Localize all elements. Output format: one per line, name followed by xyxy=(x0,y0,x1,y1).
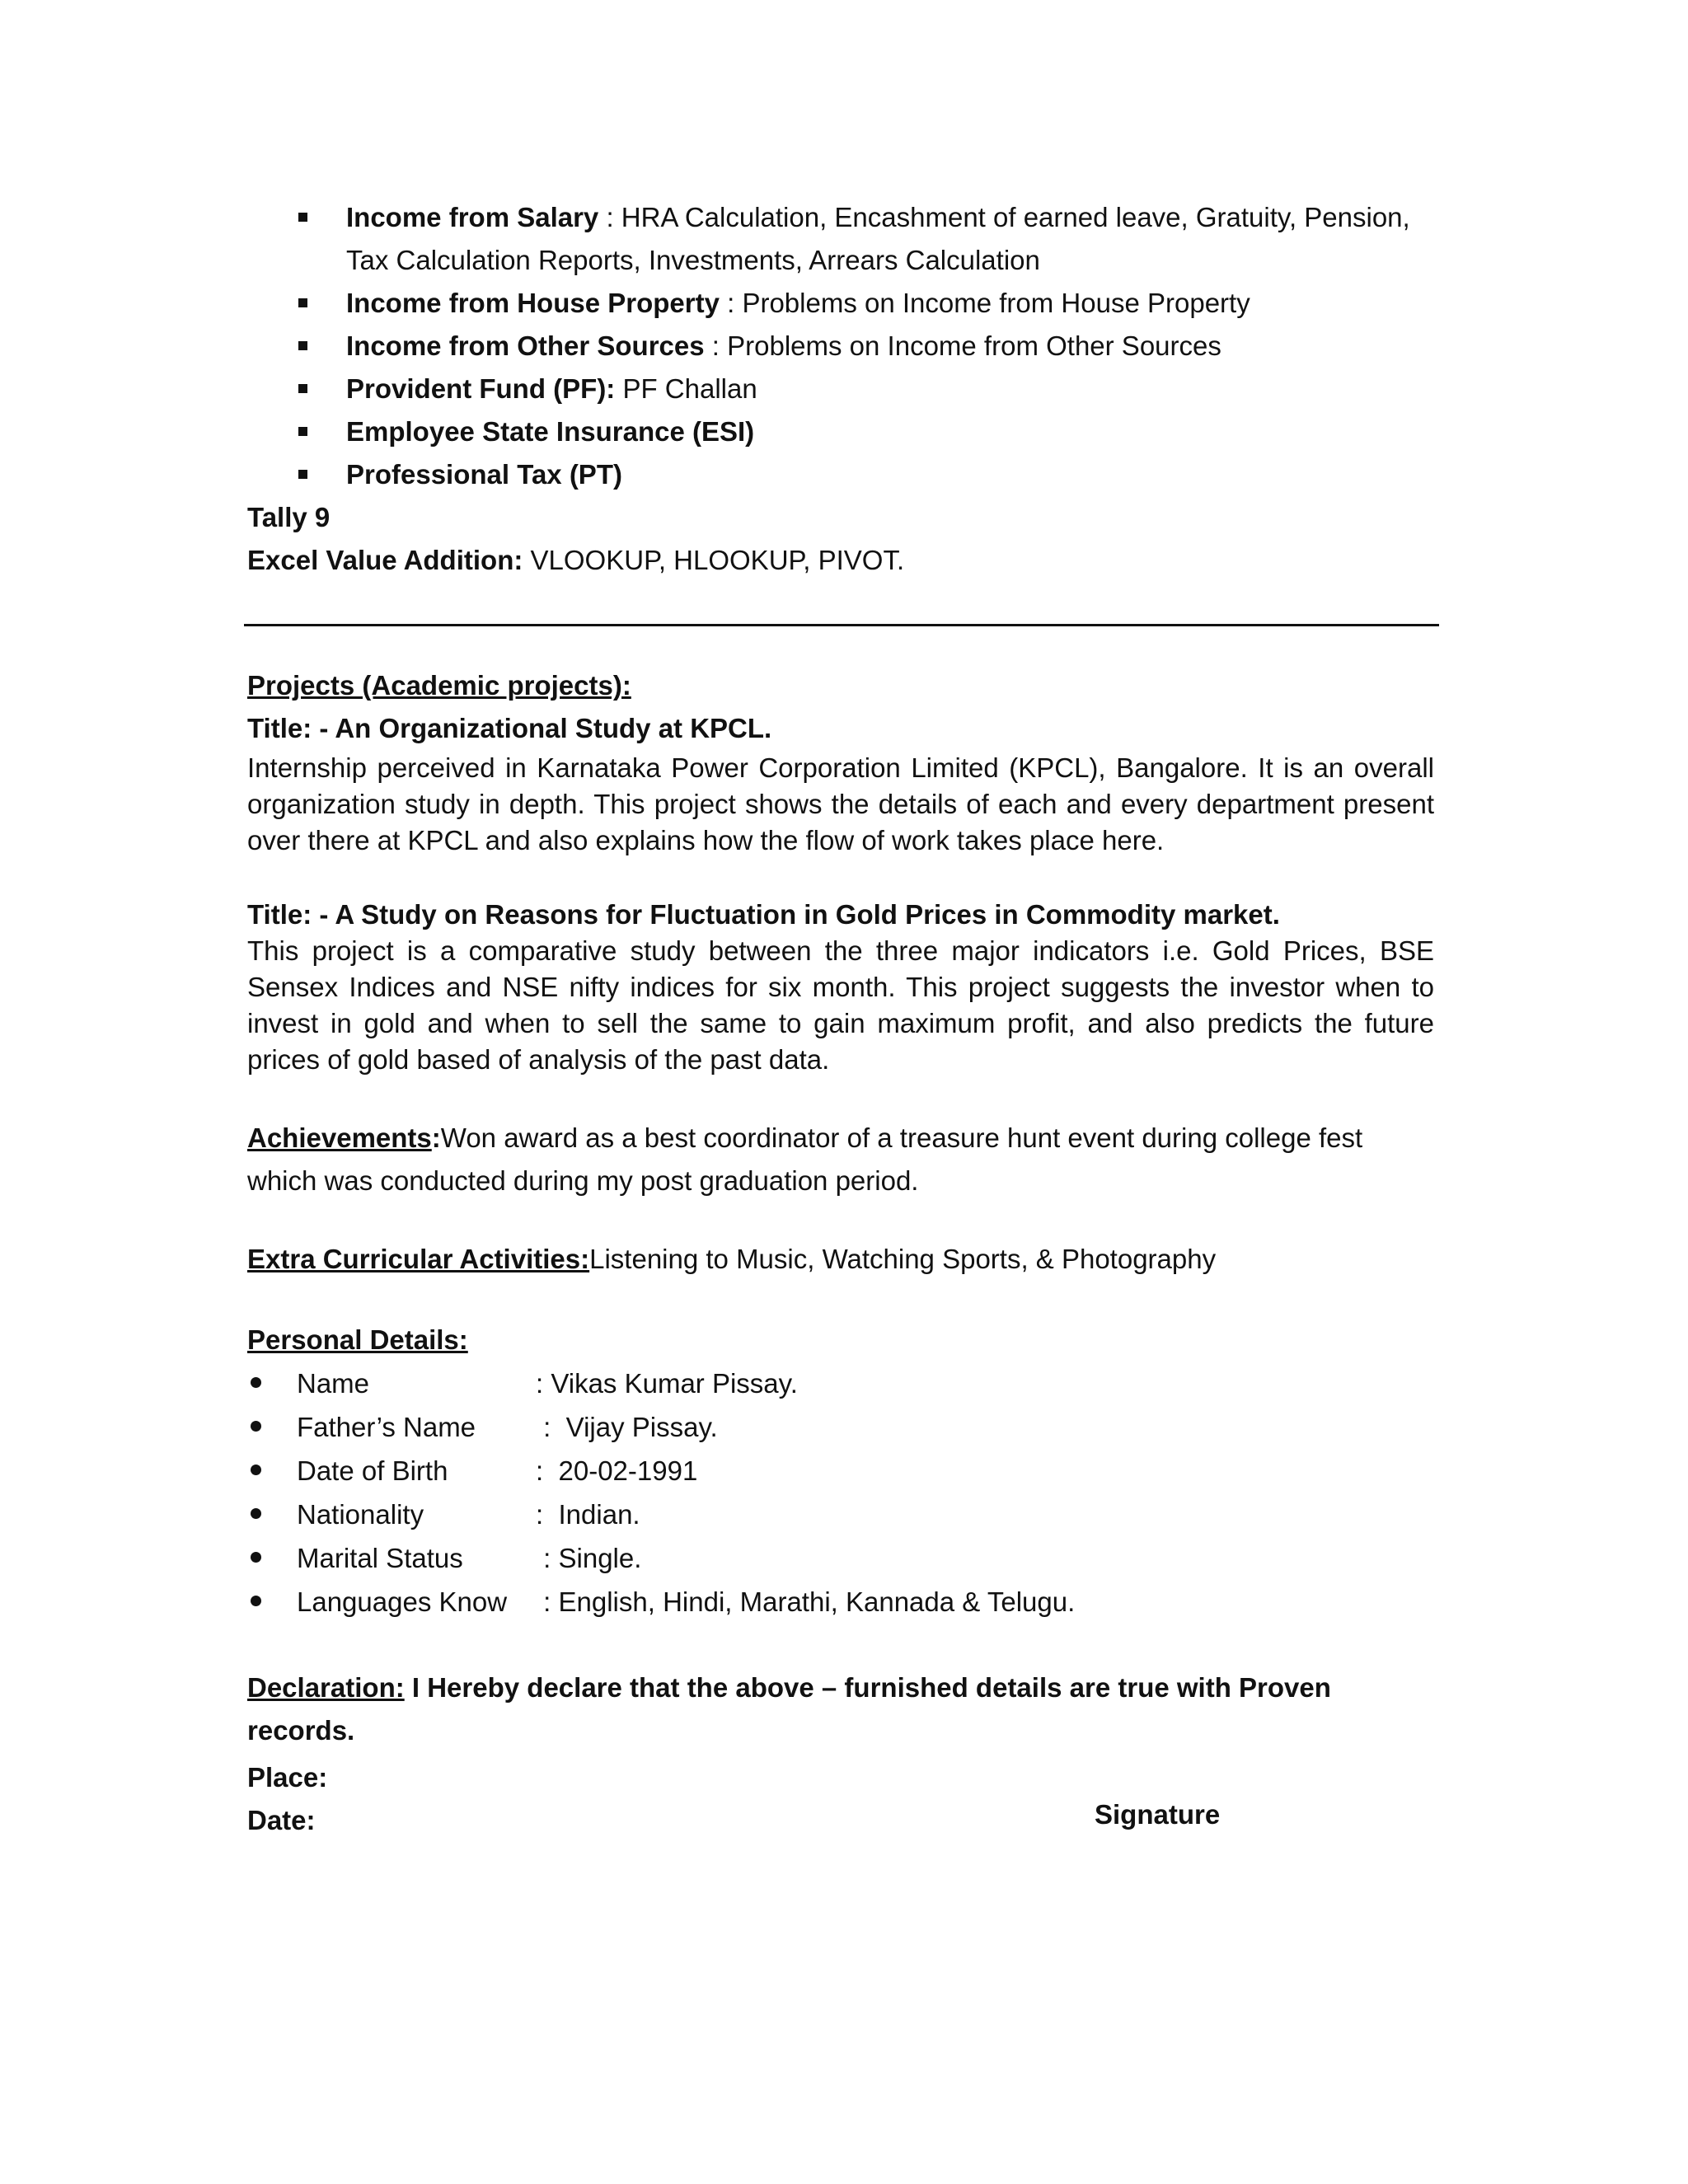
list-item xyxy=(297,1405,1434,1449)
detail-value: : Indian. xyxy=(536,1499,640,1530)
achievements-label: Achievements xyxy=(247,1122,432,1153)
list-item xyxy=(297,1493,1434,1536)
project-1-title: Title: - An Organizational Study at KPCL. xyxy=(247,713,772,743)
extra-curricular-label: Extra Curricular Activities: xyxy=(247,1244,590,1274)
extra-curricular-section xyxy=(247,1238,1434,1281)
skill-text: Problems on Income from Other Sources xyxy=(727,330,1221,361)
detail-value: : Vijay Pissay. xyxy=(536,1412,718,1442)
tally-line: Tally 9 xyxy=(247,502,331,532)
skill-separator: : xyxy=(719,288,743,318)
declaration-label: Declaration: xyxy=(247,1672,405,1703)
list-item xyxy=(297,1361,1434,1405)
skill-label: Income from Other Sources xyxy=(346,330,705,361)
skills-list xyxy=(247,196,1434,496)
list-item xyxy=(297,1449,1434,1493)
personal-details-section xyxy=(247,1319,1434,1624)
detail-value: : English, Hindi, Marathi, Kannada & Telugu. xyxy=(536,1586,1076,1617)
excel-label: Excel Value Addition: xyxy=(247,545,523,575)
achievements-section xyxy=(247,1117,1434,1202)
list-item xyxy=(297,1536,1434,1580)
skill-text-continued: Tax Calculation Reports, Investments, Arrears Calculation xyxy=(346,245,1040,275)
detail-key: Date of Birth xyxy=(297,1455,448,1486)
project-1-description: Internship perceived in Karnataka Power Corporation Limited (KPCL), Bangalore. It is an overall organization study in depth. This project shows the details of each and every department present over there at KPCL and also explains how the flow of work takes place here. xyxy=(247,752,1434,855)
skill-label: Professional Tax (PT) xyxy=(346,459,622,490)
skill-label: Employee State Insurance (ESI) xyxy=(346,416,755,447)
excel-text: VLOOKUP, HLOOKUP, PIVOT. xyxy=(523,545,905,575)
skill-text: HRA Calculation, Encashment of earned leave, Gratuity, Pension, xyxy=(621,202,1410,232)
excel-line xyxy=(247,539,1434,582)
skill-separator: : xyxy=(704,330,728,361)
personal-details-list xyxy=(247,1361,1434,1624)
detail-key: Languages Know xyxy=(297,1586,508,1617)
skill-label: Provident Fund (PF): xyxy=(346,373,616,404)
projects-section xyxy=(247,664,1434,1078)
extra-curricular-text: Listening to Music, Watching Sports, & Photography xyxy=(589,1244,1217,1274)
project-2-title: Title: - A Study on Reasons for Fluctuation in Gold Prices in Commodity market. xyxy=(247,899,1280,930)
list-item xyxy=(346,325,1434,368)
place-label: Place: xyxy=(247,1762,328,1793)
skill-text: Problems on Income from House Property xyxy=(742,288,1250,318)
date-label: Date: xyxy=(247,1805,316,1835)
detail-key: Nationality xyxy=(297,1499,424,1530)
detail-key: Marital Status xyxy=(297,1543,463,1573)
horizontal-divider xyxy=(244,624,1439,626)
list-item xyxy=(346,410,1434,453)
detail-value: : Vikas Kumar Pissay. xyxy=(536,1368,798,1399)
list-item xyxy=(346,368,1434,410)
achievements-line xyxy=(247,1117,1434,1160)
declaration-text: I Hereby declare that the above – furnished details are true with Proven records. xyxy=(247,1672,1331,1746)
project-2-description: This project is a comparative study between the three major indicators i.e. Gold Prices, BSE Sensex Indices and NSE nifty indices for six month. This project suggests the investor when to invest in gold and when to sell the same to gain maximum profit, and also predicts the future prices of gold based of analysis of the past data. xyxy=(247,935,1434,1075)
personal-details-heading: Personal Details: xyxy=(247,1324,468,1355)
skill-label: Income from House Property xyxy=(346,288,720,318)
detail-value: : Single. xyxy=(536,1543,642,1573)
detail-key: Father’s Name xyxy=(297,1412,476,1442)
skill-label: Income from Salary xyxy=(346,202,599,232)
projects-heading: Projects (Academic projects): xyxy=(247,670,631,701)
footer-section xyxy=(247,1756,1434,1842)
list-item xyxy=(297,1580,1434,1624)
detail-key: Name xyxy=(297,1368,370,1399)
list-item xyxy=(346,282,1434,325)
declaration-section xyxy=(247,1666,1434,1752)
skill-text: PF Challan xyxy=(622,373,757,404)
achievements-text-continued: which was conducted during my post graduation period. xyxy=(247,1165,919,1196)
list-item xyxy=(346,196,1434,282)
achievements-text: Won award as a best coordinator of a treasure hunt event during college fest xyxy=(440,1122,1363,1153)
skill-separator: : xyxy=(598,202,621,232)
list-item xyxy=(346,453,1434,496)
signature-label: Signature xyxy=(1095,1799,1221,1830)
achievements-colon: : xyxy=(431,1122,441,1153)
detail-value: : 20-02-1991 xyxy=(536,1455,698,1486)
skills-block xyxy=(247,196,1434,582)
